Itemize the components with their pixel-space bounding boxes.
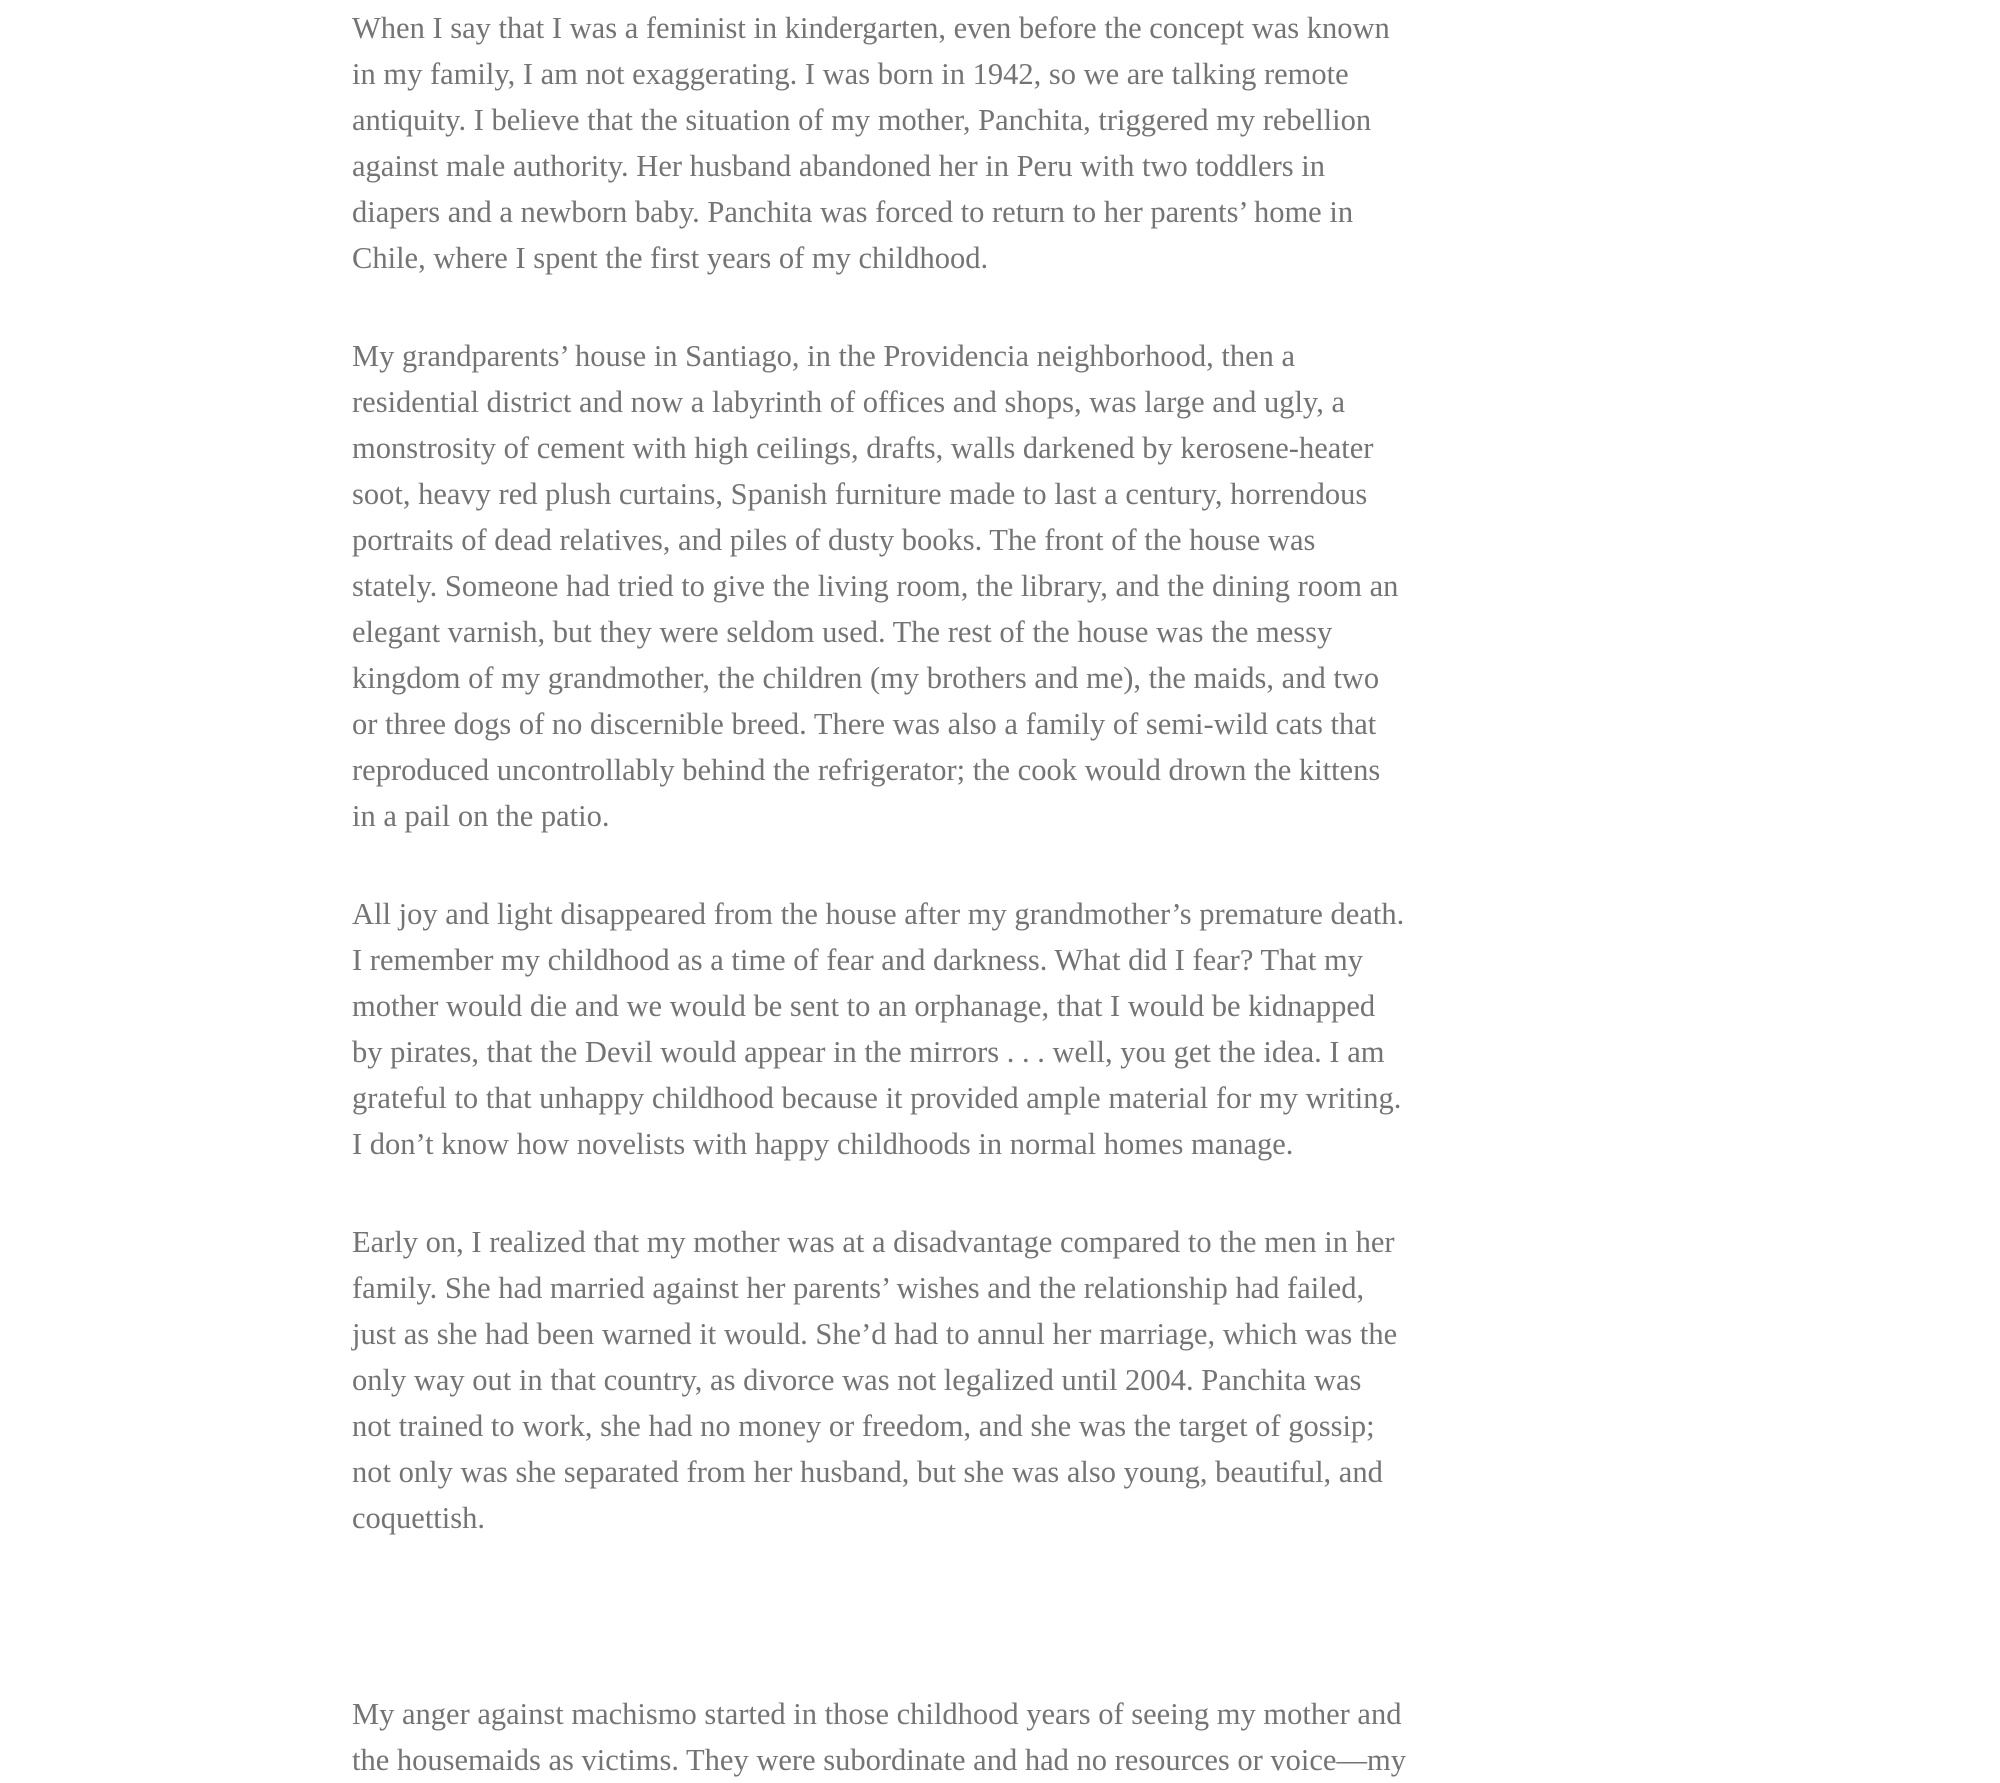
text-line: in my family, I am not exaggerating. I was born in 1942, so we are talking remote xyxy=(352,57,1349,91)
text-line: portraits of dead relatives, and piles of dusty books. The front of the house was xyxy=(352,523,1316,557)
text-line: grateful to that unhappy childhood because it provided ample material for my writing. xyxy=(352,1081,1402,1115)
text-line: All joy and light disappeared from the house after my grandmother’s premature death. xyxy=(352,897,1405,931)
text-line: Chile, where I spent the first years of my childhood. xyxy=(352,241,989,275)
text-line: mother would die and we would be sent to an orphanage, that I would be kidnapped xyxy=(352,989,1376,1023)
text-line: I remember my childhood as a time of fear and darkness. What did I fear? That my xyxy=(352,943,1363,977)
text-line: in a pail on the patio. xyxy=(352,799,610,833)
text-line: or three dogs of no discernible breed. There was also a family of semi-wild cats that xyxy=(352,707,1377,741)
text-line: diapers and a newborn baby. Panchita was forced to return to her parents’ home in xyxy=(352,195,1354,229)
text-line: My grandparents’ house in Santiago, in the Providencia neighborhood, then a xyxy=(352,339,1296,373)
text-line: elegant varnish, but they were seldom used. The rest of the house was the messy xyxy=(352,615,1333,649)
text-line: My anger against machismo started in those childhood years of seeing my mother and xyxy=(352,1697,1402,1731)
text-line: not only was she separated from her husband, but she was also young, beautiful, and xyxy=(352,1455,1383,1489)
text-line: only way out in that country, as divorce was not legalized until 2004. Panchita was xyxy=(352,1363,1362,1397)
text-line: against male authority. Her husband abandoned her in Peru with two toddlers in xyxy=(352,149,1325,183)
text-line: monstrosity of cement with high ceilings, drafts, walls darkened by kerosene-heater xyxy=(352,431,1374,465)
text-line: by pirates, that the Devil would appear in the mirrors . . . well, you get the idea. I am xyxy=(352,1035,1385,1069)
paragraph xyxy=(352,1219,1648,1541)
text-line: the housemaids as victims. They were subordinate and had no resources or voice—my xyxy=(352,1743,1406,1777)
text-line: soot, heavy red plush curtains, Spanish furniture made to last a century, horrendous xyxy=(352,477,1368,511)
text-line: kingdom of my grandmother, the children (my brothers and me), the maids, and two xyxy=(352,661,1380,695)
text-line: just as she had been warned it would. She’d had to annul her marriage, which was the xyxy=(352,1317,1398,1351)
text-line: When I say that I was a feminist in kindergarten, even before the concept was known xyxy=(352,11,1390,45)
text-line: coquettish. xyxy=(352,1501,485,1535)
text-line: stately. Someone had tried to give the living room, the library, and the dining room an xyxy=(352,569,1399,603)
paragraph xyxy=(352,1691,1648,1783)
text-line: antiquity. I believe that the situation of my mother, Panchita, triggered my rebellion xyxy=(352,103,1372,137)
text-line: I don’t know how novelists with happy childhoods in normal homes manage. xyxy=(352,1127,1294,1161)
text-column xyxy=(352,0,1648,1783)
paragraph xyxy=(352,891,1648,1167)
text-line: family. She had married against her parents’ wishes and the relationship had failed, xyxy=(352,1271,1365,1305)
text-line: Early on, I realized that my mother was at a disadvantage compared to the men in her xyxy=(352,1225,1395,1259)
paragraph xyxy=(352,333,1648,839)
paragraph xyxy=(352,5,1648,281)
text-line: residential district and now a labyrinth of offices and shops, was large and ugly, a xyxy=(352,385,1345,419)
text-line: not trained to work, she had no money or freedom, and she was the target of gossip; xyxy=(352,1409,1375,1443)
text-line: reproduced uncontrollably behind the refrigerator; the cook would drown the kittens xyxy=(352,753,1381,787)
